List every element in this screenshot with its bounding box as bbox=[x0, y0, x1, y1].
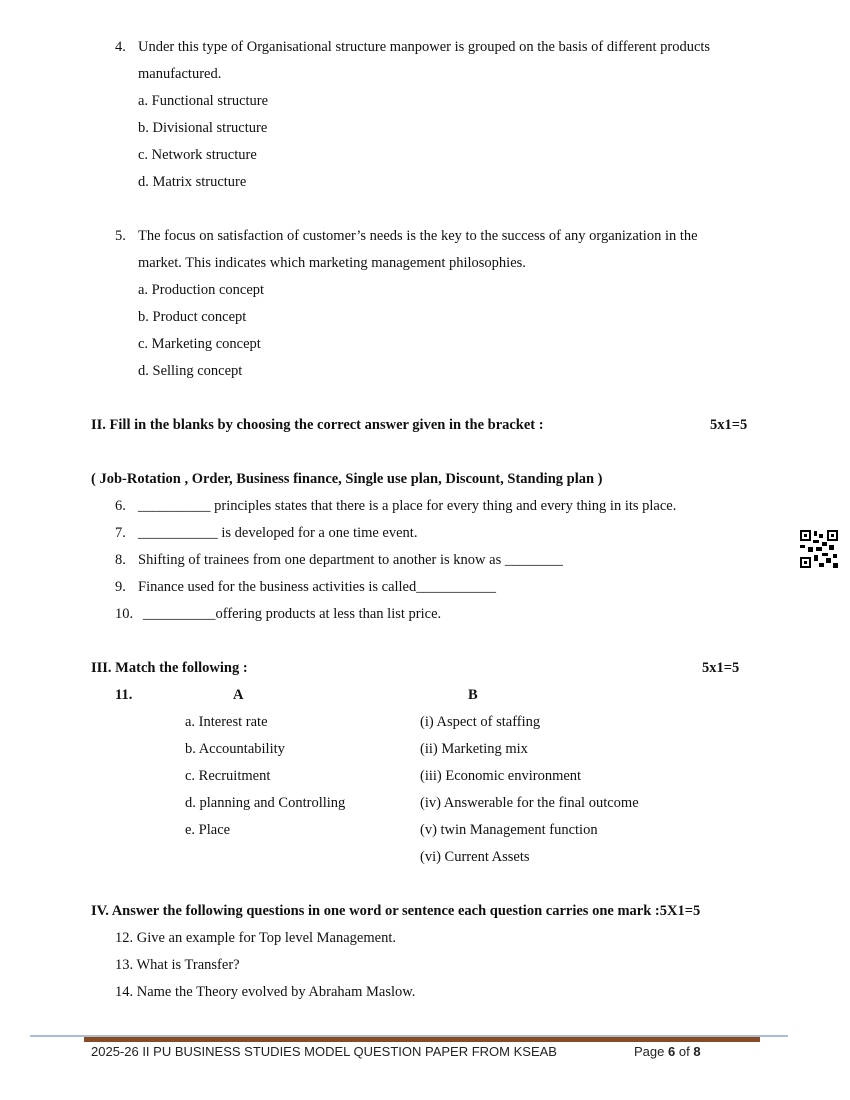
match-b-item: (v) twin Management function bbox=[420, 822, 598, 838]
q4-text: Under this type of Organisational structure manpower is grouped on the basis of different products bbox=[138, 39, 711, 55]
q5-option: a. Production concept bbox=[138, 282, 265, 298]
match-b-item: (vi) Current Assets bbox=[420, 849, 530, 865]
q9-number: 9. bbox=[115, 579, 126, 595]
q12-text: 12. Give an example for Top level Management. bbox=[115, 930, 396, 946]
q5-text: The focus on satisfaction of customer’s needs is the key to the success of any organization in the bbox=[138, 228, 698, 244]
page-label: Page bbox=[634, 1044, 665, 1059]
of-label: of bbox=[678, 1044, 690, 1059]
section-3-marks: 5x1=5 bbox=[702, 660, 740, 676]
q4-option: d. Matrix structure bbox=[138, 174, 247, 190]
column-b-header: B bbox=[468, 687, 478, 703]
q8-number: 8. bbox=[115, 552, 126, 568]
q10-text: __________offering products at less than list price. bbox=[143, 606, 442, 622]
q7-text: ___________ is developed for a one time event. bbox=[138, 525, 418, 541]
footer-title: 2025-26 II PU BUSINESS STUDIES MODEL QUESTION PAPER FROM KSEAB bbox=[91, 1044, 557, 1059]
current-page: 6 bbox=[668, 1044, 676, 1059]
q4-number: 4. bbox=[115, 39, 126, 55]
match-b-item: (iii) Economic environment bbox=[420, 768, 582, 784]
match-a-item: b. Accountability bbox=[185, 741, 285, 757]
section-2-title: II. Fill in the blanks by choosing the correct answer given in the bracket : bbox=[91, 417, 544, 433]
q6-number: 6. bbox=[115, 498, 126, 514]
q10-number: 10. bbox=[115, 606, 134, 622]
match-a-item: c. Recruitment bbox=[185, 768, 271, 784]
q4-option: a. Functional structure bbox=[138, 93, 269, 109]
q5-option: c. Marketing concept bbox=[138, 336, 261, 352]
column-a-header: A bbox=[233, 687, 244, 703]
answer-bracket: ( Job-Rotation , Order, Business finance, Single use plan, Discount, Standing plan ) bbox=[91, 471, 603, 487]
q11-number: 11. bbox=[115, 687, 133, 703]
match-b-item: (iv) Answerable for the final outcome bbox=[420, 795, 639, 811]
q5-option: b. Product concept bbox=[138, 309, 247, 325]
q5-number: 5. bbox=[115, 228, 126, 244]
q8-text: Shifting of trainees from one department to another is know as ________ bbox=[138, 552, 563, 568]
match-a-item: a. Interest rate bbox=[185, 714, 268, 730]
q5-option: d. Selling concept bbox=[138, 363, 243, 379]
q9-text: Finance used for the business activities is called___________ bbox=[138, 579, 496, 595]
section-3-title: III. Match the following : bbox=[91, 660, 248, 676]
match-a-item: d. planning and Controlling bbox=[185, 795, 346, 811]
q6-text: __________ principles states that there is a place for every thing and every thing in its place. bbox=[138, 498, 677, 514]
total-pages: 8 bbox=[693, 1044, 701, 1059]
q5-text-cont: market. This indicates which marketing management philosophies. bbox=[138, 255, 526, 271]
section-2-marks: 5x1=5 bbox=[710, 417, 748, 433]
q4-option: c. Network structure bbox=[138, 147, 257, 163]
match-b-item: (ii) Marketing mix bbox=[420, 741, 528, 757]
page-number bbox=[634, 1044, 701, 1059]
match-a-item: e. Place bbox=[185, 822, 231, 838]
footer-rule-brown bbox=[84, 1037, 760, 1042]
section-4-title: IV. Answer the following questions in one word or sentence each question carries one mark :5X1=5 bbox=[91, 903, 701, 919]
qr-code-icon bbox=[800, 530, 838, 568]
q4-option: b. Divisional structure bbox=[138, 120, 268, 136]
q14-text: 14. Name the Theory evolved by Abraham Maslow. bbox=[115, 984, 416, 1000]
q7-number: 7. bbox=[115, 525, 126, 541]
match-b-item: (i) Aspect of staffing bbox=[420, 714, 541, 730]
q13-text: 13. What is Transfer? bbox=[115, 957, 240, 973]
q4-text-cont: manufactured. bbox=[138, 66, 222, 82]
